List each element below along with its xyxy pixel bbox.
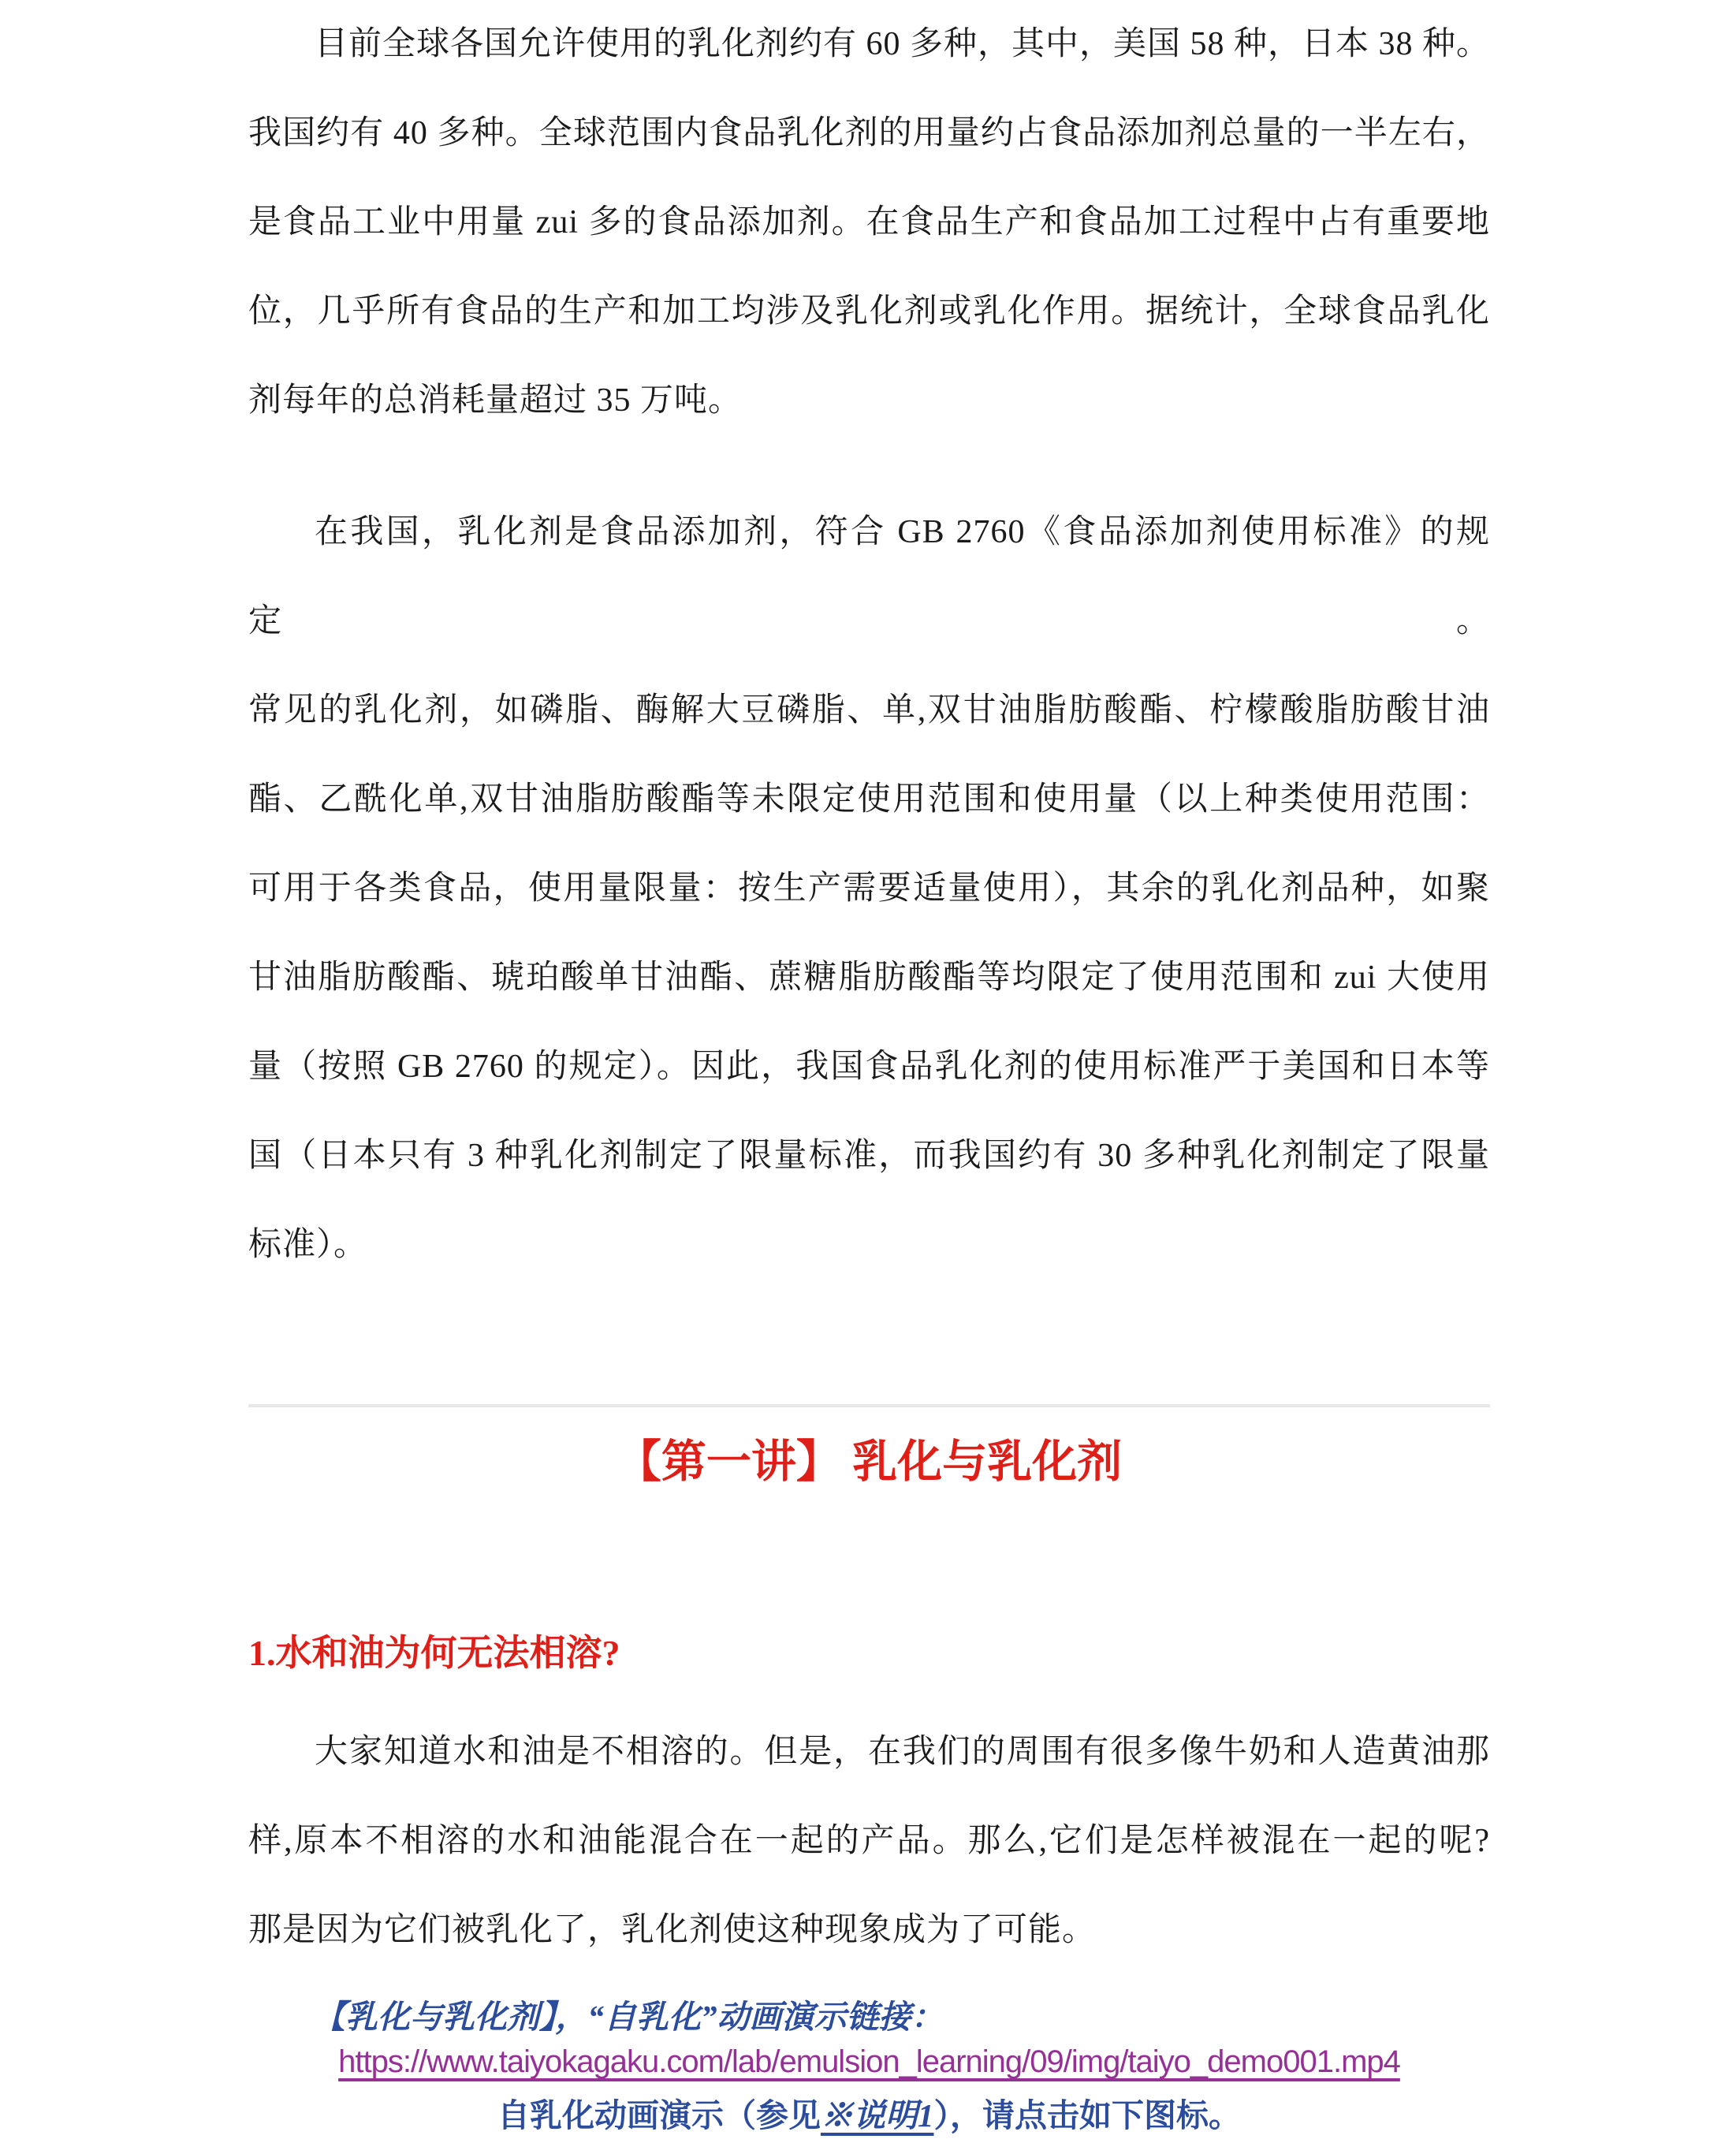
animation-url-line [248,2039,1490,2092]
body-text-line: 我国约有 40 多种。全球范围内食品乳化剂的用量约占食品添加剂总量的一半左右， [248,115,1490,151]
body-text-line: 那是因为它们被乳化了，乳化剂使这种现象成为了可能。 [248,1912,1097,1948]
section-heading: 【第一讲】 乳化与乳化剂 [616,1437,1123,1487]
animation-video-link[interactable]: https://www.taiyokagaku.com/lab/emulsion_learning/09/img/taiyo_demo001.mp4 [338,2044,1400,2079]
body-text-line: 甘油脂肪酸酯、琥珀酸单甘油酯、蔗糖脂肪酸酯等均限定了使用范围和 zui 大使用 [248,960,1490,996]
body-text-line: 在我国，乳化剂是食品添加剂，符合 GB 2760《食品添加剂使用标准》的规定。 [248,514,1490,639]
body-text-line: 目前全球各国允许使用的乳化剂约有 60 多种，其中，美国 58 种，日本 38 种。 [315,26,1491,62]
note-prefix: 自乳化动画演示（参见 [497,2097,821,2133]
paragraph-emulsifier-overview [248,0,1490,445]
body-text-line: 量（按照 GB 2760 的规定）。因此，我国食品乳化剂的使用标准严于美国和日本等 [248,1049,1490,1085]
note-reference-link[interactable]: ※说明1 [821,2097,934,2133]
animation-note-line [248,2092,1490,2139]
paragraph-water-oil [248,1708,1490,1975]
body-text-line: 可用于各类食品，使用量限量：按生产需要适量使用），其余的乳化剂品种，如聚 [248,870,1490,907]
subsection-heading: 1.水和油为何无法相溶? [248,1633,620,1673]
body-text-line: 常见的乳化剂，如磷脂、酶解大豆磷脂、单,双甘油脂肪酸酯、柠檬酸脂肪酸甘油 [248,692,1490,729]
note-suffix: ），请点击如下图标。 [933,2097,1241,2133]
paragraph-china-standards [248,488,1490,1290]
body-text-line: 酯、乙酰化单,双甘油脂肪酸酯等未限定使用范围和使用量（以上种类使用范围： [248,781,1490,818]
body-text-line: 国（日本只有 3 种乳化剂制定了限量标准，而我国约有 30 多种乳化剂制定了限量 [248,1138,1490,1174]
animation-link-intro: 【乳化与乳化剂】，“自乳化”动画演示链接： [313,1999,944,2035]
body-text-line: 标准）。 [248,1227,368,1263]
body-text-line: 剂每年的总消耗量超过 35 万吨。 [248,382,743,419]
body-text-line: 是食品工业中用量 zui 多的食品添加剂。在食品生产和食品加工过程中占有重要地 [248,204,1490,240]
section-divider [248,1404,1490,1407]
body-text-line: 大家知道水和油是不相溶的。但是，在我们的周围有很多像牛奶和人造黄油那 [315,1734,1490,1770]
body-text-line: 样,原本不相溶的水和油能混合在一起的产品。那么,它们是怎样被混在一起的呢? [248,1823,1490,1859]
body-text-line: 位，几乎所有食品的生产和加工均涉及乳化剂或乳化作用。据统计，全球食品乳化 [248,293,1490,330]
